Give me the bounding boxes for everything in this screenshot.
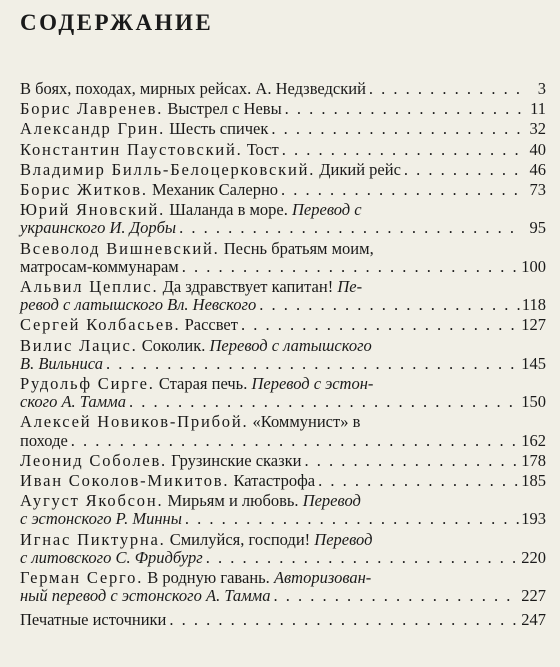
dot-leader: [366, 80, 522, 98]
toc-entry-line: [20, 337, 546, 355]
translation-note: с эстонского Р. Минны: [20, 509, 182, 529]
toc-entry: [20, 201, 546, 237]
toc-entry-text: [20, 510, 182, 528]
page-number: 46: [529, 159, 546, 179]
toc-entry-text: [20, 181, 278, 199]
toc-entry-text: [20, 161, 401, 179]
dot-leader: [166, 611, 519, 629]
toc-entry-text: [20, 452, 301, 470]
contents-list: [20, 80, 546, 630]
dot-leader: [268, 120, 522, 138]
dot-leader: [256, 296, 520, 314]
toc-entry-line: [20, 413, 546, 431]
toc-entry-line: [20, 219, 546, 237]
author-name: Владимир Билль-Белоцерковский.: [20, 159, 316, 179]
toc-entry-text: [20, 278, 362, 296]
work-title: В боях, походах, мирных рейсах. А. Недзведский: [20, 79, 366, 98]
dot-leader: [278, 181, 522, 199]
author-name: Леонид Соболев.: [20, 450, 167, 470]
work-title: Тост: [246, 139, 279, 159]
toc-entry: [20, 240, 546, 276]
toc-entry: [20, 316, 546, 334]
toc-entry-line: [20, 432, 546, 450]
toc-entry-text: [20, 492, 361, 510]
dot-leader: [270, 587, 519, 605]
translation-note: украинского И. Дорбы: [20, 218, 177, 238]
toc-entry-line: [20, 100, 546, 118]
page-number: 193: [521, 509, 546, 529]
toc-entry-line: [20, 452, 546, 470]
translation-note: ревод с латышского Вл. Невского: [20, 295, 257, 315]
toc-entry-line: [20, 181, 546, 199]
toc-entry: [20, 472, 546, 490]
author-name: Борис Житков.: [20, 180, 148, 200]
work-title: В родную гавань.: [147, 568, 270, 588]
toc-entry-text: [20, 393, 126, 411]
author-name: Юрий Яновский.: [20, 200, 166, 220]
toc-entry: [20, 141, 546, 159]
author-name: Рудольф Сирге.: [20, 374, 155, 394]
toc-entry-line: [20, 549, 546, 567]
work-title: Катастрофа: [233, 471, 316, 491]
work-title: Дикий рейс: [319, 159, 401, 179]
work-title: Шесть спичек: [169, 119, 269, 139]
work-title: Старая печь.: [158, 374, 248, 394]
toc-entry-text: [20, 296, 256, 314]
toc-entry-text: [20, 569, 371, 587]
page-number: 247: [521, 610, 546, 630]
contents-heading: СОДЕРЖАНИЕ: [20, 10, 214, 35]
toc-entry-line: [20, 141, 546, 159]
translation-note: Перевод с латышского: [209, 335, 372, 355]
author-name: Алексей Новиков-Прибой.: [20, 412, 249, 432]
author-name: Борис Лавренев.: [20, 99, 164, 119]
toc-entry-line: [20, 278, 546, 296]
toc-entry-line: [20, 510, 546, 528]
toc-entry: [20, 161, 546, 179]
toc-entry: [20, 100, 546, 118]
work-title: Мирьям и любовь.: [167, 491, 299, 511]
translation-note: Перевод: [302, 491, 361, 511]
work-title: Грузинские сказки: [171, 450, 302, 470]
work-title: Рассвет: [184, 315, 238, 335]
work-title: Песнь братьям моим,: [223, 238, 374, 258]
translation-note: Перевод с: [292, 200, 362, 220]
toc-entry-text: [20, 201, 362, 219]
author-name: Альвил Цеплис.: [20, 277, 159, 297]
toc-entry-text: [20, 100, 282, 118]
toc-entry-line: [20, 611, 546, 629]
toc-entry-text: [20, 375, 373, 393]
toc-entry-line: [20, 296, 546, 314]
toc-entry: [20, 337, 546, 373]
translation-note: Перевод с эстон-: [251, 374, 374, 394]
work-title: матросам-коммунарам: [20, 256, 179, 276]
toc-entry: [20, 120, 546, 138]
page-number: 162: [521, 430, 546, 450]
toc-entry-text: [20, 219, 176, 237]
author-name: Игнас Пиктурна.: [20, 529, 166, 549]
toc-entry-text: [20, 316, 238, 334]
page-number: 40: [529, 139, 546, 159]
page-number: 145: [521, 353, 546, 373]
dot-leader: [126, 393, 519, 411]
dot-leader: [315, 472, 519, 490]
toc-entry: [20, 413, 546, 449]
dot-leader: [301, 452, 519, 470]
toc-entry-line: [20, 161, 546, 179]
toc-entry: [20, 278, 546, 314]
work-title: Смилуйся, господи!: [169, 529, 311, 549]
author-name: Герман Серго.: [20, 568, 144, 588]
toc-entry-text: [20, 141, 279, 159]
toc-entry: [20, 492, 546, 528]
toc-entry: [20, 611, 546, 629]
translation-note: Пе-: [337, 277, 363, 297]
page-number: 178: [521, 450, 546, 470]
toc-entry-line: [20, 80, 546, 98]
toc-entry-text: [20, 337, 372, 355]
toc-entry-text: [20, 549, 203, 567]
toc-entry: [20, 375, 546, 411]
page-number: 3: [537, 79, 546, 98]
toc-entry-line: [20, 375, 546, 393]
toc-entry-text: [20, 355, 103, 373]
translation-note: ского А. Тамма: [20, 392, 126, 412]
dot-leader: [103, 355, 519, 373]
page-number: 100: [521, 256, 546, 276]
author-name: Александр Грин.: [20, 119, 166, 139]
dot-leader: [182, 510, 519, 528]
translation-note: В. Вильниса: [20, 353, 103, 373]
toc-entry-line: [20, 120, 546, 138]
toc-entry-text: [20, 413, 360, 431]
translation-note: ный перевод с эстонского А. Тамма: [20, 586, 271, 606]
dot-leader: [68, 432, 519, 450]
work-title: походе: [20, 430, 68, 450]
author-name: Константин Паустовский.: [20, 139, 243, 159]
work-title: Да здравствует капитан!: [162, 277, 334, 297]
toc-entry-text: [20, 240, 374, 258]
translation-note: с литовского С. Фридбург: [20, 547, 203, 567]
toc-entry-line: [20, 492, 546, 510]
toc-entry-line: [20, 316, 546, 334]
translation-note: Перевод: [314, 529, 373, 549]
work-title: Механик Салерно: [151, 180, 279, 200]
page-number: 150: [521, 392, 546, 412]
author-name: Аугуст Якобсон.: [20, 491, 164, 511]
toc-entry-line: [20, 240, 546, 258]
page-number: 73: [529, 180, 546, 200]
page-number: 227: [521, 586, 546, 606]
work-title: Выстрел с Невы: [167, 99, 282, 119]
toc-entry-line: [20, 393, 546, 411]
page-number: 32: [529, 119, 546, 139]
toc-entry-line: [20, 201, 546, 219]
author-name: Вилис Лацис.: [20, 335, 138, 355]
dot-leader: [176, 219, 522, 237]
page-number: 95: [529, 218, 546, 238]
toc-entry: [20, 181, 546, 199]
toc-entry-text: [20, 432, 68, 450]
toc-entry-line: [20, 587, 546, 605]
dot-leader: [179, 258, 520, 276]
dot-leader: [238, 316, 519, 334]
page-number: 185: [521, 471, 546, 491]
author-name: Иван Соколов-Микитов.: [20, 471, 230, 491]
work-title: Шаланда в море.: [169, 200, 288, 220]
toc-entry-text: [20, 587, 270, 605]
toc-entry-text: [20, 120, 268, 138]
toc-entry: [20, 531, 546, 567]
toc-entry-line: [20, 531, 546, 549]
author-name: Сергей Колбасьев.: [20, 315, 181, 335]
dot-leader: [401, 161, 522, 179]
dot-leader: [279, 141, 522, 159]
page-number: 118: [521, 295, 546, 315]
toc-entry-text: [20, 472, 315, 490]
work-title: Печатные источники: [20, 610, 167, 630]
translation-note: Авторизован-: [273, 568, 372, 588]
page-number: 11: [530, 99, 546, 119]
toc-entry-line: [20, 472, 546, 490]
toc-entry-line: [20, 355, 546, 373]
dot-leader: [203, 549, 520, 567]
page-number: 220: [521, 547, 546, 567]
page-number: 127: [521, 315, 546, 335]
toc-entry: [20, 80, 546, 98]
toc-entry-text: [20, 80, 366, 98]
toc-entry-text: [20, 531, 372, 549]
toc-entry: [20, 452, 546, 470]
work-title: «Коммунист» в: [252, 412, 361, 432]
work-title: Соколик.: [141, 335, 206, 355]
toc-entry-line: [20, 258, 546, 276]
toc-entry-line: [20, 569, 546, 587]
author-name: Всеволод Вишневский.: [20, 238, 220, 258]
toc-entry-text: [20, 611, 166, 629]
toc-entry-text: [20, 258, 179, 276]
toc-entry: [20, 569, 546, 605]
dot-leader: [282, 100, 522, 118]
